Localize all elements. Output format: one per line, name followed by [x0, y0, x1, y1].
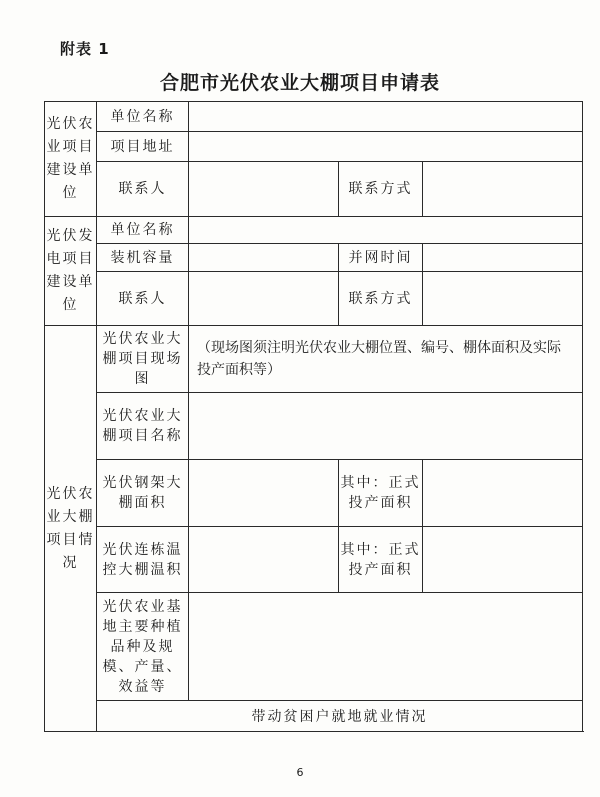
steel-frame-area-field[interactable]	[189, 460, 339, 527]
page-number: 6	[296, 766, 304, 779]
project-name-label: 光伏农业大棚项目名称	[97, 393, 189, 460]
generation-unit-name-label: 单位名称	[97, 217, 189, 244]
generation-contact-method-field[interactable]	[423, 272, 583, 326]
application-form-table	[44, 101, 583, 732]
construction-contact-method-label: 联系方式	[339, 162, 423, 217]
project-name-row	[45, 393, 583, 460]
installed-capacity-label: 装机容量	[97, 244, 189, 272]
base-crops-row	[45, 593, 583, 701]
steel-frame-row	[45, 460, 583, 527]
base-crops-label: 光伏农业基地主要种植品种及规模、产量、效益等	[97, 593, 189, 701]
steel-frame-production-label: 其中：正式投产面积	[339, 460, 423, 527]
site-photo-row	[45, 326, 583, 393]
generation-unit-category: 光伏发电项目建设单位	[45, 217, 97, 326]
site-photo-label: 光伏农业大棚项目现场图	[97, 326, 189, 393]
generation-contact-method-label: 联系方式	[339, 272, 423, 326]
construction-contact-person-field[interactable]	[189, 162, 339, 217]
multispan-area-field[interactable]	[189, 527, 339, 593]
multispan-production-field[interactable]	[423, 527, 583, 593]
poverty-employment-label: 带动贫困户就地就业情况	[97, 701, 583, 732]
site-photo-note[interactable]: （现场图须注明光伏农业大棚位置、编号、棚体面积及实际投产面积等）	[189, 326, 583, 393]
generation-contact-row	[45, 272, 583, 326]
generation-contact-person-label: 联系人	[97, 272, 189, 326]
construction-unit-name-row	[45, 102, 583, 132]
form-title: 合肥市光伏农业大棚项目申请表	[159, 72, 440, 94]
construction-unit-name-label: 单位名称	[97, 102, 189, 132]
installed-capacity-field[interactable]	[189, 244, 339, 272]
grid-connection-time-field[interactable]	[423, 244, 583, 272]
project-address-field[interactable]	[189, 132, 583, 162]
generation-contact-person-field[interactable]	[189, 272, 339, 326]
multispan-row	[45, 527, 583, 593]
construction-contact-person-label: 联系人	[97, 162, 189, 217]
construction-unit-name-field[interactable]	[189, 102, 583, 132]
construction-contact-row	[45, 162, 583, 217]
capacity-row	[45, 244, 583, 272]
multispan-production-label: 其中：正式投产面积	[339, 527, 423, 593]
annex-label: 附表 1	[60, 40, 110, 58]
project-name-field[interactable]	[189, 393, 583, 460]
grid-connection-time-label: 并网时间	[339, 244, 423, 272]
project-address-row	[45, 132, 583, 162]
generation-unit-name-row	[45, 217, 583, 244]
greenhouse-category: 光伏农业大棚项目情况	[45, 326, 97, 732]
steel-frame-area-label: 光伏钢架大棚面积	[97, 460, 189, 527]
generation-unit-name-field[interactable]	[189, 217, 583, 244]
poverty-employment-row	[45, 701, 583, 732]
construction-unit-category: 光伏农业项目建设单位	[45, 102, 97, 217]
project-address-label: 项目地址	[97, 132, 189, 162]
construction-contact-method-field[interactable]	[423, 162, 583, 217]
multispan-area-label: 光伏连栋温控大棚温积	[97, 527, 189, 593]
steel-frame-production-field[interactable]	[423, 460, 583, 527]
base-crops-field[interactable]	[189, 593, 583, 701]
